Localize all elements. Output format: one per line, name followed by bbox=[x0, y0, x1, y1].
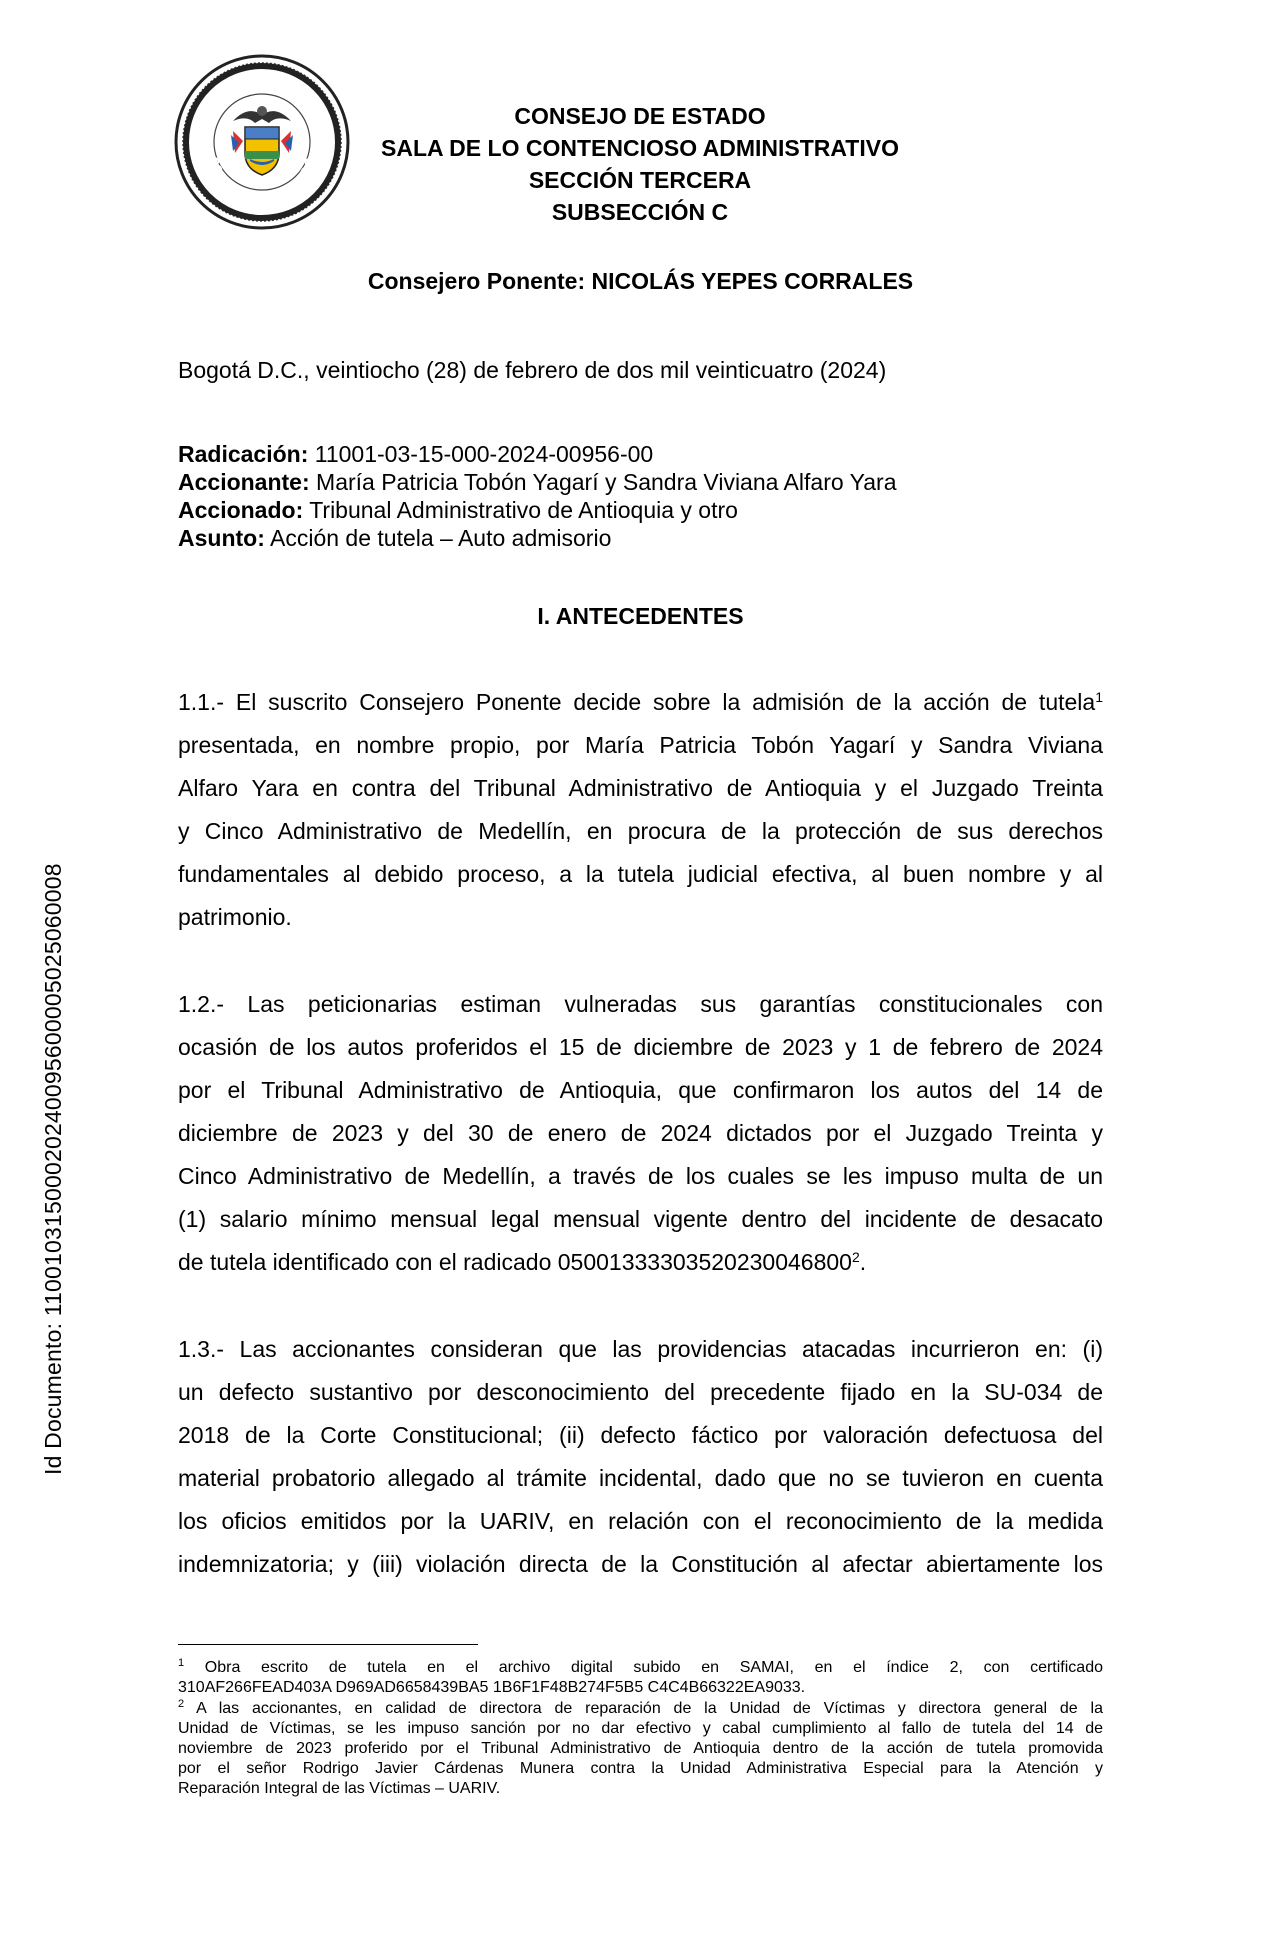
p3-line: los oficios emitidos por la UARIV, en relación con el reconocimiento de la medida bbox=[178, 1508, 1103, 1534]
p2-line: (1) salario mínimo mensual legal mensual vigente dentro del incidente de desacato bbox=[178, 1206, 1103, 1232]
footnote-2-number: 2 bbox=[178, 1698, 185, 1710]
p1-line: y Cinco Administrativo de Medellín, en procura de la protección de sus derechos bbox=[178, 818, 1103, 844]
p2-line: ocasión de los autos proferidos el 15 de diciembre de 2023 y 1 de febrero de 2024 bbox=[178, 1034, 1103, 1060]
consejero-ponente: Consejero Ponente: NICOLÁS YEPES CORRALES bbox=[367, 268, 914, 294]
radicacion-value: 11001-03-15-000-2024-00956-00 bbox=[308, 441, 654, 467]
p1-line: Alfaro Yara en contra del Tribunal Administrativo de Antioquia y el Juzgado Treinta bbox=[178, 775, 1103, 801]
accionante-label: Accionante: bbox=[178, 469, 310, 495]
footnote-2-line: noviembre de 2023 proferido por el Tribunal Administrativo de Antioquia dentro de la acción de tutela promovida bbox=[178, 1740, 1103, 1757]
p1-line: fundamentales al debido proceso, a la tutela judicial efectiva, al buen nombre y al bbox=[178, 861, 1103, 887]
p2-line: diciembre de 2023 y del 30 de enero de 2024 dictados por el Juzgado Treinta y bbox=[178, 1120, 1103, 1146]
header-line-3: SECCIÓN TERCERA bbox=[528, 167, 752, 193]
footnote-separator bbox=[178, 1644, 478, 1645]
header-line-4: SUBSECCIÓN C bbox=[551, 199, 729, 225]
p3-line: material probatorio allegado al trámite incidental, dado que no se tuvieron en cuenta bbox=[178, 1465, 1103, 1491]
footnote-2-line: Reparación Integral de las Víctimas – UARIV. bbox=[178, 1780, 501, 1797]
accionante-value: María Patricia Tobón Yagarí y Sandra Viviana Alfaro Yara bbox=[309, 469, 897, 495]
radicacion-label: Radicación: bbox=[178, 441, 309, 467]
document-id-vertical: Id Documento: 11001031500020240095600005025060008 bbox=[40, 863, 66, 1475]
accionado-line bbox=[178, 497, 738, 524]
footnote-1-number: 1 bbox=[178, 1657, 185, 1669]
asunto-line bbox=[178, 525, 611, 552]
footnote-2-line: $^2$ A las accionantes, en calidad de directora de reparación de la Unidad de Víctimas y directora general de la bbox=[178, 1698, 1103, 1717]
footnote-2-line: Unidad de Víctimas, se les impuso sanción por no dar efectivo y cabal cumplimiento al fallo de tutela del 14 de bbox=[178, 1720, 1103, 1737]
footnote-ref-1: 1 bbox=[1095, 689, 1103, 705]
header-line-2: SALA DE LO CONTENCIOSO ADMINISTRATIVO bbox=[381, 135, 899, 161]
seal-text-top: REPÚBLICA DE COLOMBIA bbox=[191, 71, 333, 147]
accionante-line bbox=[178, 469, 897, 496]
p1-line: presentada, en nombre propio, por María Patricia Tobón Yagarí y Sandra Viviana bbox=[178, 732, 1103, 758]
accionado-label: Accionado: bbox=[178, 497, 304, 523]
p3-line: indemnizatoria; y (iii) violación directa de la Constitución al afectar abiertamente los bbox=[178, 1551, 1103, 1577]
section-title: I. ANTECEDENTES bbox=[537, 603, 744, 629]
p2-line: de tutela identificado con el radicado 05001333303520230046800$^2$. bbox=[178, 1249, 867, 1275]
p1-line: 1.1.- El suscrito Consejero Ponente decide sobre la admisión de la acción de tutela$^1$ bbox=[178, 689, 1103, 715]
radicacion-line bbox=[178, 441, 653, 468]
p3-line: un defecto sustantivo por desconocimiento del precedente fijado en la SU-034 de bbox=[178, 1379, 1103, 1405]
asunto-value: Acción de tutela – Auto admisorio bbox=[264, 525, 612, 551]
footnote-2-line: por el señor Rodrigo Javier Cárdenas Munera contra la Unidad Administrativa Especial para la Atención y bbox=[178, 1760, 1103, 1777]
p2-line: Cinco Administrativo de Medellín, a través de los cuales se les impuso multa de un bbox=[178, 1163, 1103, 1189]
accionado-value: Tribunal Administrativo de Antioquia y otro bbox=[303, 497, 738, 523]
p3-line: 2018 de la Corte Constitucional; (ii) defecto fáctico por valoración defectuosa del bbox=[178, 1422, 1103, 1448]
document-date: Bogotá D.C., veintiocho (28) de febrero de dos mil veinticuatro (2024) bbox=[178, 357, 887, 383]
p2-line: por el Tribunal Administrativo de Antioquia, que confirmaron los autos del 14 de bbox=[178, 1077, 1103, 1103]
seal-text-bottom: CONSEJO DE ESTADO bbox=[206, 155, 318, 205]
asunto-label: Asunto: bbox=[178, 525, 265, 551]
p1-line: patrimonio. bbox=[178, 904, 292, 930]
footnote-1-line: 310AF266FEAD403A D969AD6658439BA5 1B6F1F48B274F5B5 C4C4B66322EA9033. bbox=[178, 1679, 806, 1696]
p2-line: 1.2.- Las peticionarias estiman vulneradas sus garantías constitucionales con bbox=[178, 991, 1103, 1017]
header-line-1: CONSEJO DE ESTADO bbox=[514, 103, 766, 129]
footnote-1-line: $^1$ Obra escrito de tutela en el archivo digital subido en SAMAI, en el índice 2, con certificado bbox=[178, 1657, 1103, 1676]
footnote-ref-2: 2 bbox=[851, 1249, 860, 1265]
p3-line: 1.3.- Las accionantes consideran que las providencias atacadas incurrieron en: (i) bbox=[178, 1336, 1103, 1362]
